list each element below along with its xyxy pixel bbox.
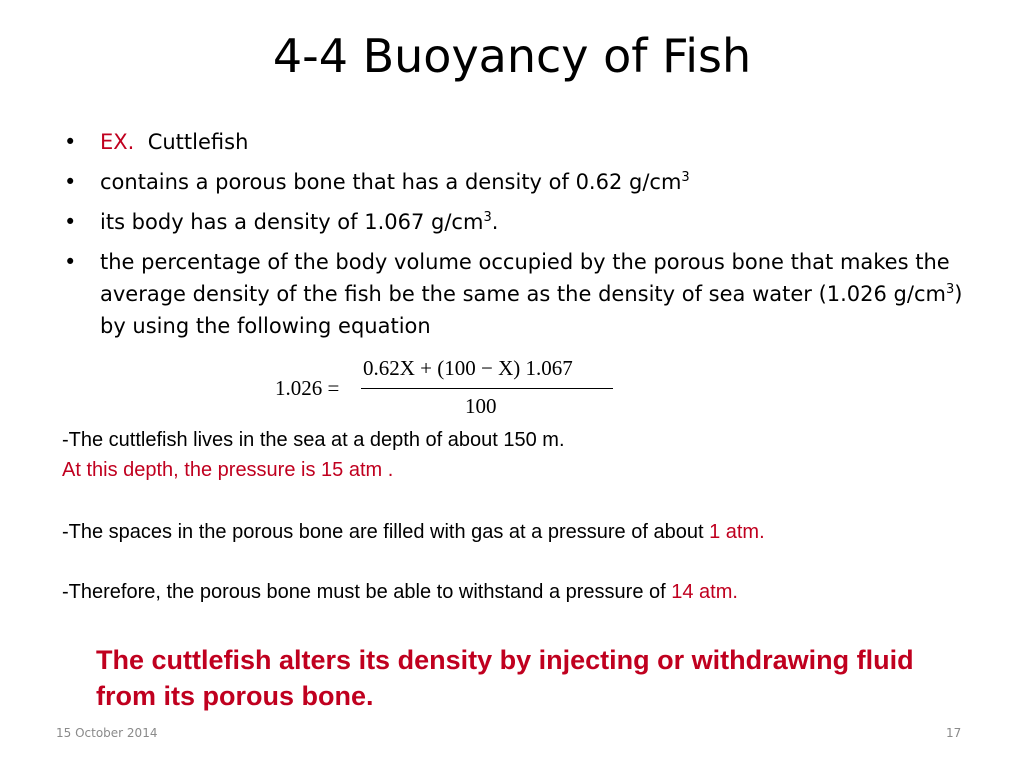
pressure-statement: At this depth, the pressure is 15 atm . bbox=[62, 459, 394, 481]
example-label: EX. bbox=[100, 130, 135, 154]
page-number: 17 bbox=[946, 726, 962, 740]
bullet-marker: • bbox=[64, 170, 77, 194]
depth-statement: -The cuttlefish lives in the sea at a depth of about 150 m. bbox=[62, 429, 565, 451]
bullet-marker: • bbox=[64, 210, 77, 234]
bullet-item-example bbox=[64, 126, 964, 158]
withstand-statement bbox=[62, 578, 738, 606]
bullet-text: the percentage of the body volume occupied by the porous bone that makes the average density of the fish be the same as the density of sea water (1.026 g/cm bbox=[100, 250, 950, 306]
equation-denominator: 100 bbox=[465, 394, 497, 418]
bullet-list bbox=[64, 126, 964, 350]
withstand-text: -Therefore, the porous bone must be able to withstand a pressure of bbox=[62, 581, 672, 603]
equation-lhs: 1.026 = bbox=[275, 376, 340, 400]
conclusion-text: The cuttlefish alters its density by injecting or withdrawing fluid from its porous bone. bbox=[96, 645, 914, 711]
footer-date: 15 October 2014 bbox=[56, 726, 158, 740]
bullet-text: contains a porous bone that has a density of 0.62 g/cm bbox=[100, 170, 682, 194]
superscript: 3 bbox=[945, 282, 955, 297]
withstand-value: 14 atm. bbox=[671, 581, 738, 603]
bullet-text-end: . bbox=[491, 210, 499, 234]
bullet-text-end: ) by using the following equation bbox=[100, 282, 963, 338]
bullet-item-bone-density bbox=[64, 166, 964, 198]
bullet-marker: • bbox=[64, 130, 77, 154]
equation-numerator: 0.62X + (100 − X) 1.067 bbox=[363, 356, 573, 380]
slide-title: 4-4 Buoyancy of Fish bbox=[272, 29, 752, 83]
gas-pressure-text: -The spaces in the porous bone are filled with gas at a pressure of about bbox=[62, 521, 710, 543]
fraction-bar bbox=[361, 388, 613, 389]
bullet-item-body-density bbox=[64, 206, 964, 238]
example-subject: Cuttlefish bbox=[147, 130, 249, 154]
gas-pressure-statement bbox=[62, 518, 765, 546]
bullet-item-percentage bbox=[64, 246, 964, 342]
bullet-text: its body has a density of 1.067 g/cm bbox=[100, 210, 484, 234]
superscript: 3 bbox=[483, 210, 492, 225]
bullet-marker: • bbox=[64, 250, 77, 274]
gas-pressure-value: 1 atm. bbox=[709, 521, 765, 543]
superscript: 3 bbox=[681, 170, 690, 185]
